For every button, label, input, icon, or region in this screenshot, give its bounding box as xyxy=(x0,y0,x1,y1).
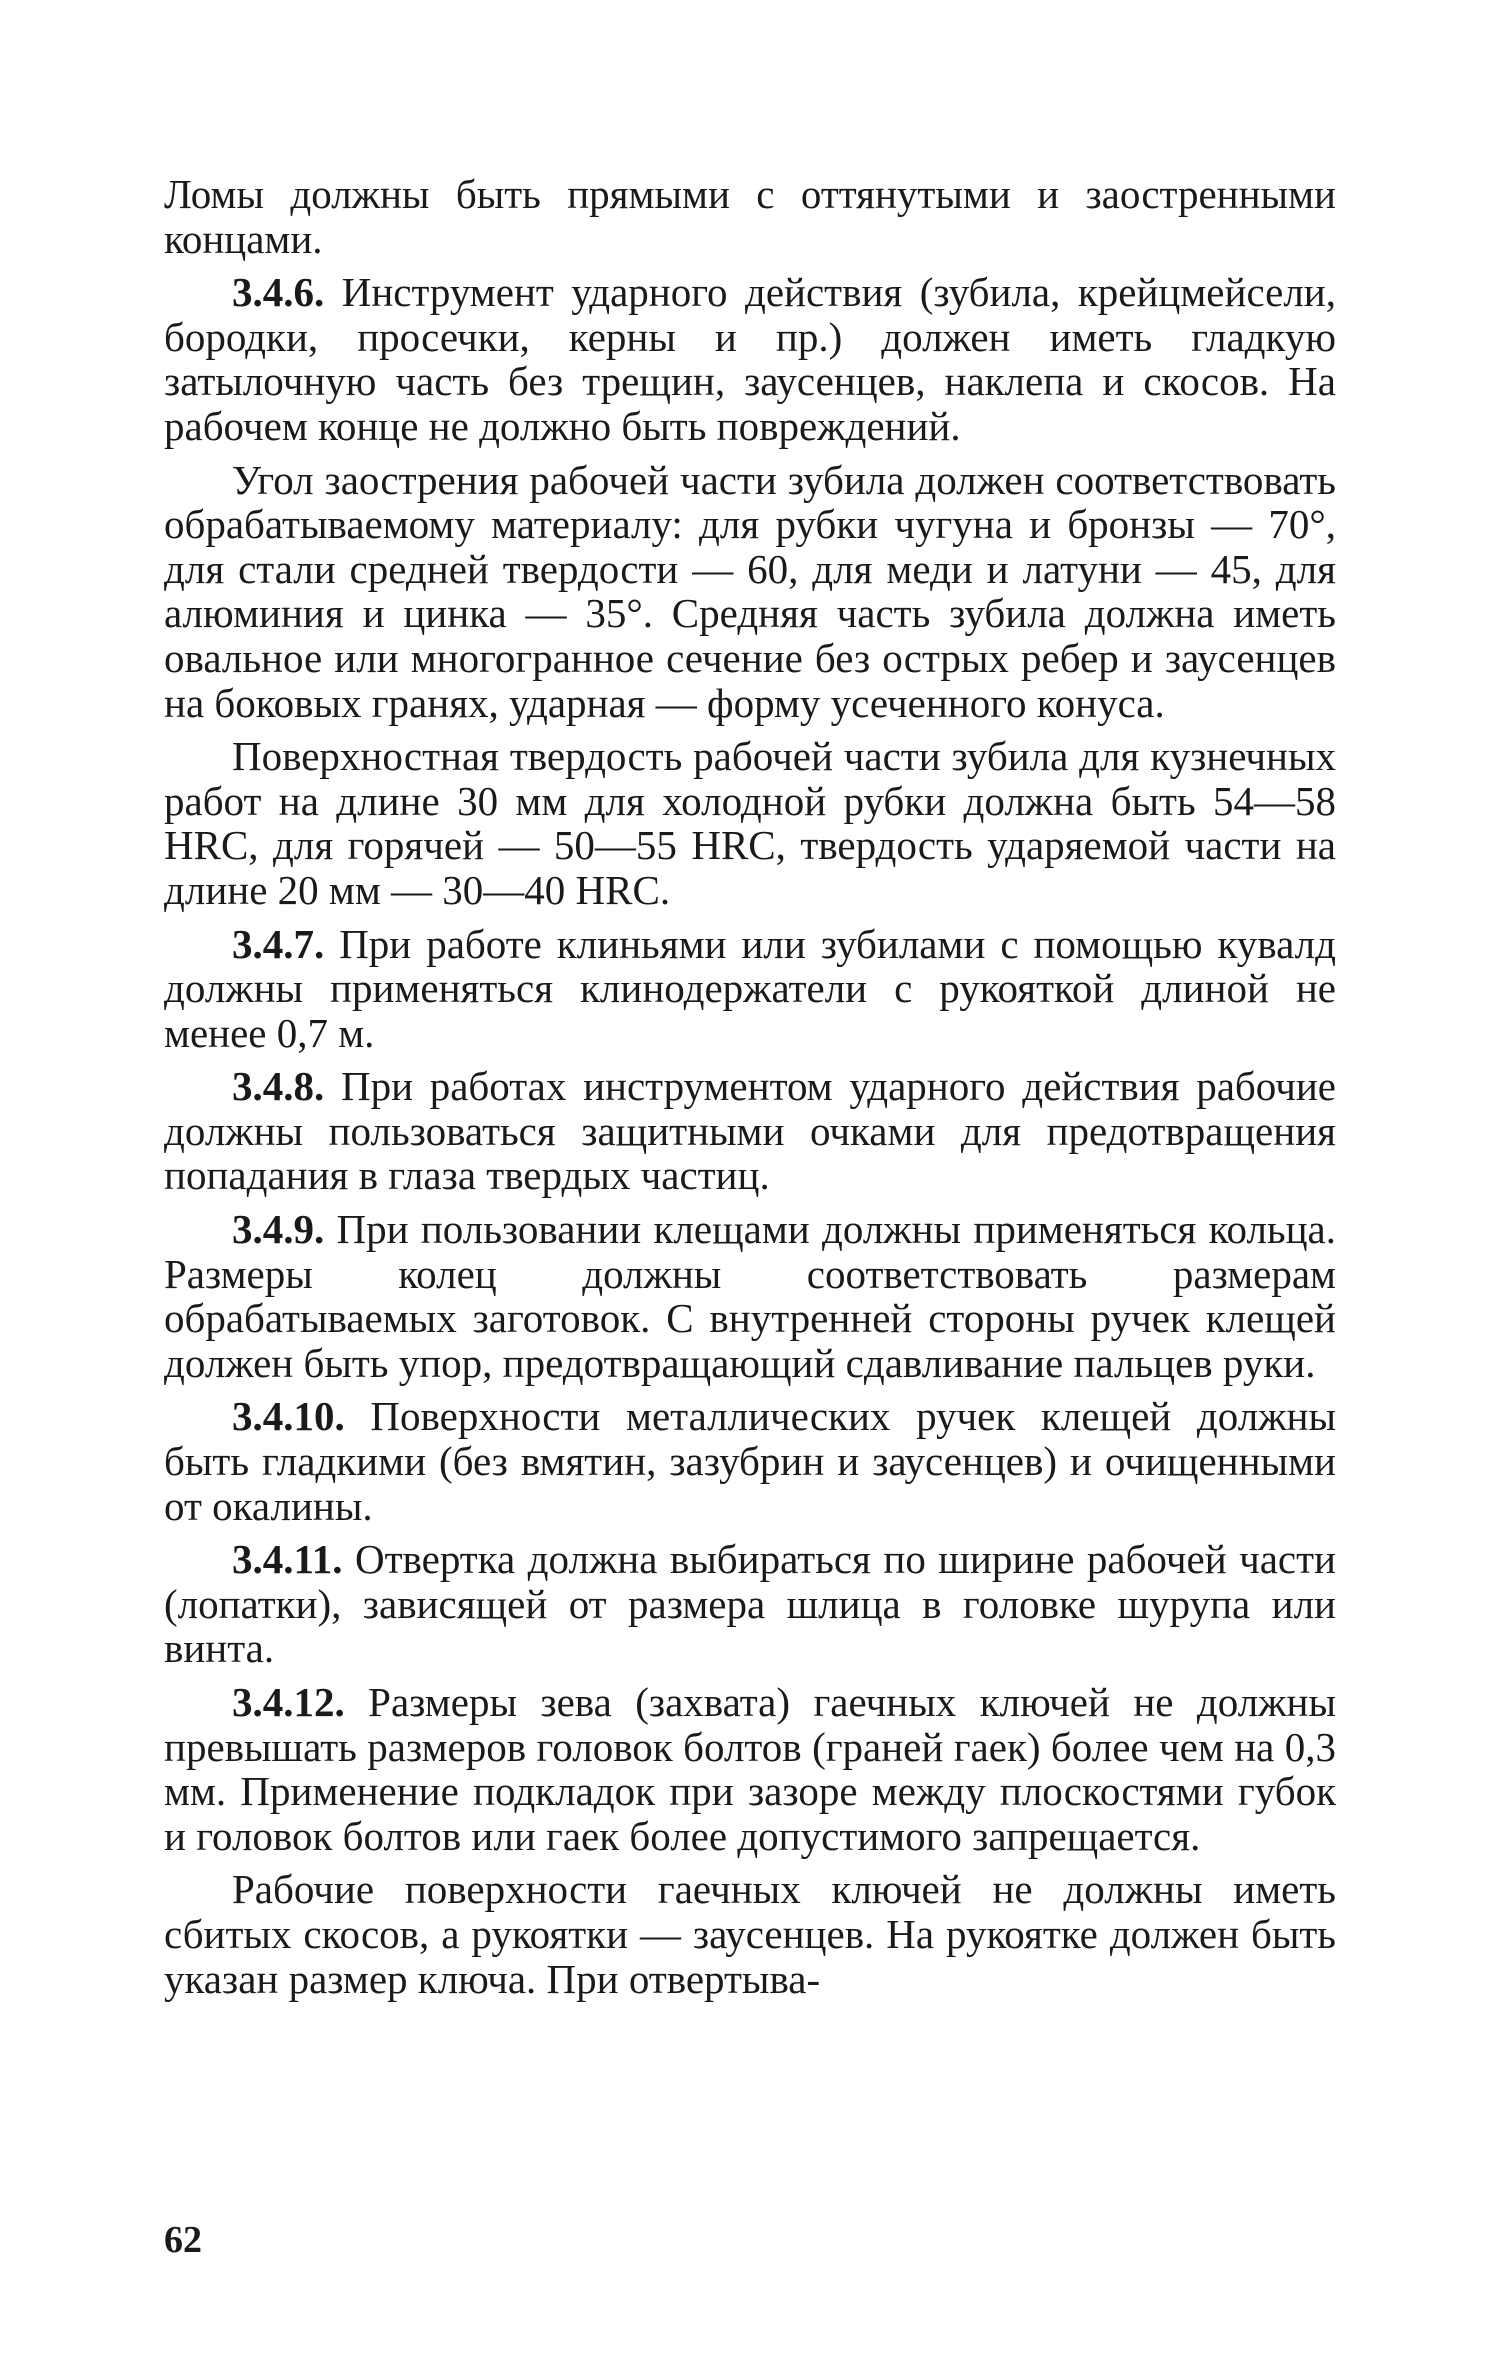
paragraph-1 xyxy=(164,172,1336,261)
section-number: 3.4.12. xyxy=(232,1679,345,1725)
paragraph-3-4-12 xyxy=(164,1680,1336,1858)
paragraph-chisel-angle xyxy=(164,458,1336,726)
paragraph-text: При работах инструментом ударного действия рабочие должны пользоваться защитными очками для предотвращения попадания в глаза твердых частиц. xyxy=(164,1063,1336,1199)
paragraph-text: Отвертка должна выбираться по ширине рабочей части (лопатки), зависящей от размера шлица в головке шурупа или винта. xyxy=(164,1536,1336,1672)
paragraph-text: Поверхности металлических ручек клещей должны быть гладкими (без вмятин, зазубрин и заусенцев) и очищенными от окалины. xyxy=(164,1393,1336,1529)
section-number: 3.4.6. xyxy=(232,269,325,316)
paragraph-3-4-9 xyxy=(164,1207,1336,1385)
paragraph-text: Размеры зева (захвата) гаечных ключей не должны превышать размеров головок болтов (граней гаек) более чем на 0,3 мм. Применение подкладок при зазоре между плоскостями губок и головок болтов или гаек более допустимого запрещается. xyxy=(164,1679,1336,1859)
paragraph-3-4-6 xyxy=(164,270,1336,448)
section-number: 3.4.9. xyxy=(232,1206,325,1253)
paragraph-text: Инструмент ударного действия (зубила, крейцмейсели, бородки, просечки, керны и пр.) должен иметь гладкую затылочную часть без трещин, заусенцев, наклепа и скосов. На рабочем конце не должно быть повреждений. xyxy=(164,269,1336,449)
paragraph-wrench-surfaces xyxy=(164,1867,1336,2001)
section-number: 3.4.8. xyxy=(232,1063,325,1110)
paragraph-3-4-8 xyxy=(164,1064,1336,1198)
paragraph-text: Ломы должны быть прямыми с оттянутыми и заостренными концами. xyxy=(164,171,1336,262)
paragraph-text: Поверхностная твердость рабочей части зубила для кузнечных работ на длине 30 мм для холодной рубки должна быть 54—58 HRC, для горячей — 50—55 HRC, твердость ударяемой части на длине 20 мм — 30—40 HRC. xyxy=(164,733,1336,913)
paragraph-text: При работе клиньями или зубилами с помощью кувалд должны применяться клинодержатели с рукояткой длиной не менее 0,7 м. xyxy=(164,920,1336,1056)
paragraph-text: Рабочие поверхности гаечных ключей не должны иметь сбитых скосов, а рукоятки — заусенцев. На рукоятке должен быть указан размер ключа. При отвертыва- xyxy=(164,1866,1336,2002)
paragraph-text: При пользовании клещами должны применяться кольца. Размеры колец должны соответствовать размерам обрабатываемых заготовок. С внутренней стороны ручек клещей должен быть упор, предотвращающий сдавливание пальцев руки. xyxy=(164,1206,1336,1386)
section-number: 3.4.10. xyxy=(232,1393,345,1440)
section-number: 3.4.11. xyxy=(232,1536,343,1583)
paragraph-surface-hardness xyxy=(164,734,1336,912)
paragraph-3-4-11 xyxy=(164,1537,1336,1671)
paragraph-text: Угол заострения рабочей части зубила должен соответствовать обрабатываемому материалу: для рубки чугуна и бронзы — 70°, для стали средней твердости — 60, для меди и латуни — 45, для алюминия и цинка — 35°. Средняя часть зубила должна иметь овальное или многогранное сечение без острых ребер и заусенцев на боковых гранях, ударная — форму усеченного конуса. xyxy=(164,456,1336,726)
paragraph-3-4-7 xyxy=(164,922,1336,1056)
page-number: 62 xyxy=(164,2219,202,2261)
paragraph-3-4-10 xyxy=(164,1394,1336,1528)
page-body xyxy=(164,172,1336,2010)
section-number: 3.4.7. xyxy=(232,920,325,967)
